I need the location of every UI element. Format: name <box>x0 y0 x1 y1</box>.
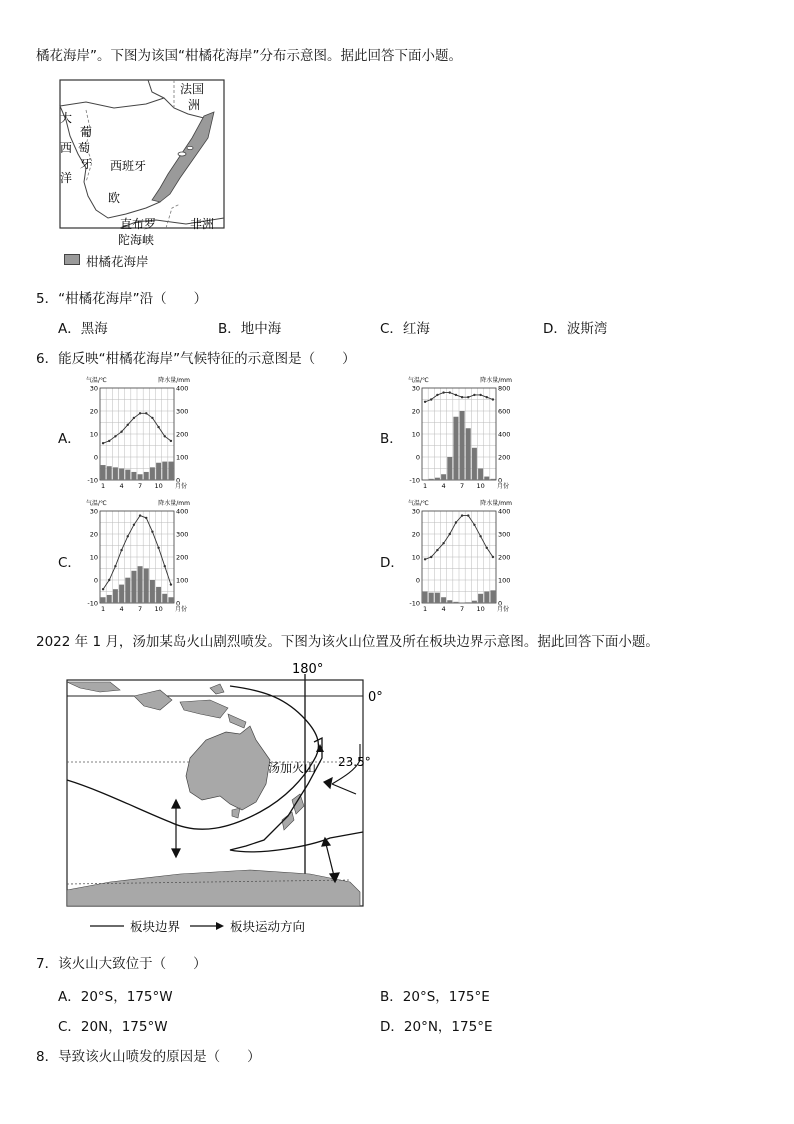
temp-point <box>479 394 481 396</box>
legend-arrow-icon <box>216 922 224 930</box>
temp-point <box>479 535 481 537</box>
temp-axis-label: 气温/℃ <box>86 377 107 384</box>
y-right-tick: 100 <box>176 576 189 585</box>
precip-bar <box>447 600 452 603</box>
x-tick: 10 <box>154 605 163 613</box>
precip-bar <box>472 601 477 603</box>
precip-bar <box>453 602 458 603</box>
q7-option-b[interactable]: B．20°S，175°E <box>380 989 490 1005</box>
precip-bar <box>435 478 440 480</box>
y-left-tick: 30 <box>411 384 420 393</box>
x-tick: 1 <box>423 605 428 613</box>
temp-point <box>455 394 457 396</box>
temp-point <box>133 417 135 419</box>
precip-bar <box>484 592 489 604</box>
temp-point <box>442 391 444 393</box>
intro2-text: 2022 年 1 月，汤加某岛火山剧烈喷发。下图为该火山位置及所在板块边界示意图。据此回答下面小题。 <box>36 634 659 650</box>
temp-point <box>170 583 172 585</box>
temp-point <box>145 412 147 414</box>
month-label: 月份 <box>175 606 188 613</box>
q5-option-c[interactable]: C．红海 <box>380 321 430 337</box>
y-left-tick: 0 <box>415 453 420 462</box>
y-right-tick: 200 <box>176 553 189 562</box>
precip-bar <box>460 411 465 480</box>
temp-point <box>164 565 166 567</box>
precip-bar <box>138 474 143 480</box>
temp-point <box>139 514 141 516</box>
precip-bar <box>478 469 483 481</box>
precip-bar <box>113 589 118 603</box>
q6-option-d[interactable]: D． <box>380 555 404 571</box>
y-left-tick: 20 <box>89 407 98 416</box>
y-right-tick: 400 <box>176 507 189 516</box>
temp-point <box>473 394 475 396</box>
y-right-tick: 0 <box>498 476 503 485</box>
q6-option-b[interactable]: B． <box>380 431 403 447</box>
precip-bar <box>156 587 161 603</box>
precip-bar <box>113 467 118 480</box>
q7-option-a[interactable]: A．20°S，175°W <box>58 989 173 1005</box>
temp-point <box>108 440 110 442</box>
label-180: 180° <box>292 662 324 677</box>
temp-point <box>102 588 104 590</box>
y-right-tick: 200 <box>498 453 511 462</box>
x-tick: 4 <box>441 482 446 490</box>
label-tropic: 23.5° <box>338 755 371 769</box>
y-left-tick: 20 <box>411 530 420 539</box>
temp-point <box>157 426 159 428</box>
temp-point <box>461 514 463 516</box>
y-right-tick: 800 <box>498 384 511 393</box>
temp-point <box>164 435 166 437</box>
precip-bar <box>423 592 428 604</box>
intro-text: 橘花海岸”。下图为该国“柑橘花海岸”分布示意图。据此回答下面小题。 <box>36 48 462 64</box>
x-tick: 1 <box>101 605 106 613</box>
y-right-tick: 200 <box>498 553 511 562</box>
temp-point <box>461 396 463 398</box>
q8-stem: 8．导致该火山喷发的原因是（ ） <box>36 1049 261 1065</box>
climate-chart-b <box>406 374 514 494</box>
svg-text:洲: 洲 <box>188 98 201 112</box>
q6-option-a[interactable]: A． <box>58 431 81 447</box>
temp-point <box>157 547 159 549</box>
y-right-tick: 0 <box>176 476 181 485</box>
temp-point <box>151 531 153 533</box>
q6-stem: 6．能反映“柑橘花海岸”气候特征的示意图是（ ） <box>36 351 356 367</box>
y-left-tick: 30 <box>89 507 98 516</box>
precip-bar <box>168 597 173 603</box>
precip-bar <box>162 462 167 480</box>
precip-bar <box>150 580 155 603</box>
temp-axis-label: 气温/℃ <box>86 500 107 507</box>
label-gibraltar: 直布罗 <box>120 217 157 231</box>
y-left-tick: 10 <box>89 430 98 439</box>
temp-point <box>133 524 135 526</box>
svg-text:牙: 牙 <box>80 157 93 171</box>
climate-chart-a <box>84 374 192 494</box>
temp-point <box>455 521 457 523</box>
precip-bar <box>453 417 458 480</box>
climate-chart-c <box>84 497 192 617</box>
temp-point <box>449 391 451 393</box>
legend-swatch <box>64 254 80 265</box>
x-tick: 10 <box>476 605 485 613</box>
x-tick: 4 <box>119 605 124 613</box>
temp-point <box>151 417 153 419</box>
x-tick: 7 <box>138 605 143 613</box>
y-right-tick: 400 <box>498 430 511 439</box>
temp-point <box>424 558 426 560</box>
month-label: 月份 <box>497 606 510 613</box>
x-tick: 4 <box>119 482 124 490</box>
month-label: 月份 <box>497 483 510 490</box>
precip-bar <box>101 597 106 603</box>
precip-axis-label: 降水量/mm <box>480 500 512 507</box>
y-right-tick: 300 <box>176 407 189 416</box>
temp-point <box>114 565 116 567</box>
y-left-tick: 10 <box>411 430 420 439</box>
y-right-tick: 300 <box>498 530 511 539</box>
precip-bar <box>168 462 173 480</box>
y-right-tick: 0 <box>176 599 181 608</box>
y-left-tick: 30 <box>89 384 98 393</box>
y-right-tick: 600 <box>498 407 511 416</box>
temp-point <box>486 547 488 549</box>
precip-bar <box>119 469 124 481</box>
temp-point <box>436 549 438 551</box>
precip-bar <box>162 594 167 603</box>
y-right-tick: 200 <box>176 430 189 439</box>
precip-bar <box>466 602 471 603</box>
q5-option-b[interactable]: B．地中海 <box>218 321 282 337</box>
y-right-tick: 100 <box>176 453 189 462</box>
temp-point <box>430 556 432 558</box>
label-spain: 西班牙 <box>110 159 147 173</box>
precip-axis-label: 降水量/mm <box>158 377 190 384</box>
month-label: 月份 <box>175 483 188 490</box>
y-right-tick: 400 <box>498 507 511 516</box>
label-0: 0° <box>368 690 383 705</box>
precip-bar <box>441 474 446 480</box>
precip-bar <box>490 590 495 603</box>
precip-bar <box>484 477 489 480</box>
y-left-tick: 10 <box>89 553 98 562</box>
precip-bar <box>478 594 483 603</box>
precip-bar <box>119 585 124 603</box>
q5-option-a[interactable]: A．黑海 <box>58 321 108 337</box>
svg-text:西: 西 <box>60 141 73 155</box>
temp-point <box>436 394 438 396</box>
x-tick: 7 <box>460 482 465 490</box>
q5-stem: 5．“柑橘花海岸”沿（ ） <box>36 291 208 307</box>
y-left-tick: 0 <box>93 576 98 585</box>
y-right-tick: 0 <box>498 599 503 608</box>
y-left-tick: 30 <box>411 507 420 516</box>
q5-option-d[interactable]: D．波斯湾 <box>543 321 608 337</box>
precip-bar <box>131 571 136 603</box>
y-left-tick: 0 <box>415 576 420 585</box>
iberia-map <box>56 78 246 268</box>
temp-point <box>467 396 469 398</box>
label-volcano: 汤加火山 <box>268 761 317 775</box>
label-france: 法国 <box>180 82 205 96</box>
y-right-tick: 100 <box>498 576 511 585</box>
temp-point <box>170 440 172 442</box>
precip-bar <box>107 595 112 603</box>
precip-bar <box>423 479 428 480</box>
q6-option-c[interactable]: C． <box>58 555 81 571</box>
legend-motion-label: 板块运动方向 <box>230 919 306 934</box>
label-europe: 欧 <box>108 191 121 205</box>
x-tick: 7 <box>460 605 465 613</box>
q7-option-d[interactable]: D．20°N，175°E <box>380 1019 493 1035</box>
y-left-tick: -10 <box>87 476 98 485</box>
temp-point <box>486 396 488 398</box>
temp-point <box>492 556 494 558</box>
q7-stem: 7．该火山大致位于（ ） <box>36 956 207 972</box>
x-tick: 10 <box>476 482 485 490</box>
legend-boundary-label: 板块边界 <box>130 919 181 934</box>
label-africa: 非洲 <box>190 217 215 231</box>
y-left-tick: -10 <box>409 476 420 485</box>
legend-label: 柑橘花海岸 <box>86 254 149 269</box>
temp-point <box>102 442 104 444</box>
temp-axis-label: 气温/℃ <box>408 500 429 507</box>
precip-axis-label: 降水量/mm <box>480 377 512 384</box>
precip-bar <box>144 569 149 604</box>
temp-point <box>467 514 469 516</box>
precip-bar <box>435 593 440 603</box>
x-tick: 10 <box>154 482 163 490</box>
precip-bar <box>125 470 130 480</box>
svg-text:陀海峡: 陀海峡 <box>118 233 155 247</box>
precip-bar <box>429 479 434 480</box>
y-left-tick: 10 <box>411 553 420 562</box>
precip-bar <box>447 457 452 480</box>
temp-point <box>120 549 122 551</box>
precip-bar <box>156 463 161 480</box>
precip-bar <box>131 472 136 480</box>
precip-bar <box>138 566 143 603</box>
label-portugal: 葡 <box>80 125 93 139</box>
temp-point <box>120 431 122 433</box>
temp-point <box>127 535 129 537</box>
precip-bar <box>441 597 446 603</box>
precip-bar <box>429 593 434 603</box>
y-left-tick: -10 <box>409 599 420 608</box>
temp-point <box>114 435 116 437</box>
svg-text:萄: 萄 <box>78 141 91 155</box>
y-right-tick: 300 <box>176 530 189 539</box>
climate-chart-d <box>406 497 514 617</box>
temp-point <box>139 412 141 414</box>
y-right-tick: 400 <box>176 384 189 393</box>
y-left-tick: 20 <box>89 530 98 539</box>
y-left-tick: 20 <box>411 407 420 416</box>
y-left-tick: -10 <box>87 599 98 608</box>
q7-option-c[interactable]: C．20N，175°W <box>58 1019 168 1035</box>
tonga-map <box>60 660 400 938</box>
temp-point <box>127 424 129 426</box>
temp-point <box>430 398 432 400</box>
temp-point <box>145 517 147 519</box>
precip-bar <box>466 428 471 480</box>
x-tick: 7 <box>138 482 143 490</box>
precip-bar <box>490 479 495 480</box>
precip-bar <box>101 465 106 480</box>
temp-point <box>492 398 494 400</box>
precip-bar <box>150 467 155 480</box>
svg-text:洋: 洋 <box>60 171 73 185</box>
temp-point <box>473 524 475 526</box>
precip-bar <box>472 448 477 480</box>
temp-point <box>424 401 426 403</box>
precip-bar <box>125 578 130 603</box>
precip-axis-label: 降水量/mm <box>158 500 190 507</box>
x-tick: 4 <box>441 605 446 613</box>
x-tick: 1 <box>101 482 106 490</box>
temp-point <box>442 542 444 544</box>
precip-bar <box>107 466 112 480</box>
y-left-tick: 0 <box>93 453 98 462</box>
x-tick: 1 <box>423 482 428 490</box>
temp-point <box>108 579 110 581</box>
svg-text:大: 大 <box>60 111 73 125</box>
temp-point <box>449 533 451 535</box>
precip-bar <box>144 472 149 480</box>
temp-axis-label: 气温/℃ <box>408 377 429 384</box>
